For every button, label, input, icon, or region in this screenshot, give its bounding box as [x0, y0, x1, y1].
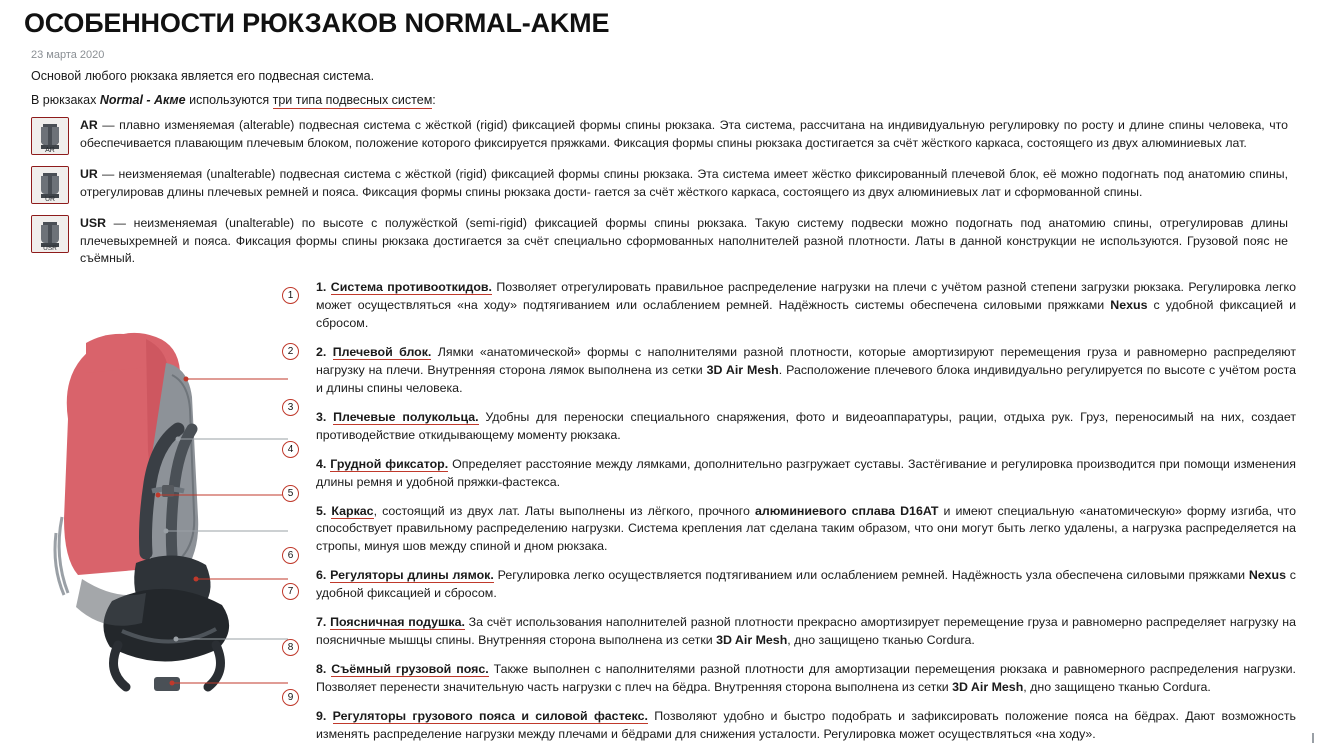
- feature-2-bold: 3D Air Mesh: [706, 362, 779, 377]
- intro-suffix: :: [432, 93, 436, 108]
- feature-7-title: Поясничная подушка.: [330, 615, 465, 630]
- feature-9-body: Позволяют удобно и быстро подобрать и зафиксировать положение пояса на бёдрах. Дают возможность изменять распределение нагрузки между плечами и бёдрами для снижения усталости. Регулировка может осуществляться «на ходу».: [316, 709, 1296, 742]
- feature-9-title: Регуляторы грузового пояса и силовой фастекс.: [332, 709, 648, 724]
- feature-4-title: Грудной фиксатор.: [330, 456, 449, 471]
- feature-7-bold: 3D Air Mesh: [716, 633, 788, 648]
- feature-6-body2: с удобной фиксацией и сбросом.: [316, 568, 1296, 601]
- intro-line-2: [31, 91, 1306, 109]
- feature-1-bold: Nexus: [1110, 297, 1148, 312]
- feature-2-body: Лямки «анатомической» формы с наполнителями разной плотности, которые амортизируют перемещения груза и равномерно распределяют нагрузку на плечи. Внутренняя сторона лямок выполнена из сетки: [316, 344, 1296, 377]
- callout-7: 7: [282, 583, 299, 600]
- feature-4-num: 4.: [316, 456, 327, 471]
- system-row-ar: [31, 117, 1306, 155]
- feature-item-8: [316, 661, 1296, 697]
- article-page: [0, 8, 1324, 743]
- system-code-ur: UR: [80, 167, 98, 182]
- feature-6-body: Регулировка легко осуществляется подтягиванием или ослаблением ремней. Надёжность узла обеспечена силовыми пряжками: [493, 568, 1249, 583]
- feature-item-5: [316, 503, 1296, 557]
- feature-item-4: [316, 456, 1296, 492]
- feature-6-num: 6.: [316, 568, 327, 583]
- backpack-figure: [26, 279, 306, 719]
- feature-item-3: [316, 409, 1296, 445]
- svg-text:AR: AR: [45, 147, 55, 155]
- feature-5-body2: и имеют специальную «анатомическую» форму изгиба, что способствует правильному распределению нагрузки. Система крепления лат сделана таким образом, что они могут быть легко удалены, а нагрузка распределяется на стропы, минуя шов между спиной и дном рюкзака.: [316, 503, 1296, 554]
- backpack-usr-icon: [31, 215, 69, 253]
- feature-2-num: 2.: [316, 344, 327, 359]
- page-title: ОСОБЕННОСТИ РЮКЗАКОВ NORMAL-AKME: [24, 8, 610, 38]
- callout-markers: [26, 279, 306, 719]
- callout-4: 4: [282, 441, 299, 458]
- callout-1: 1: [282, 287, 299, 304]
- callout-2: 2: [282, 343, 299, 360]
- feature-3-num: 3.: [316, 409, 327, 424]
- backpack-ar-icon: [31, 117, 69, 155]
- system-row-ur: [31, 166, 1306, 204]
- feature-4-body: Определяет расстояние между лямками, дополнительно разгружает суставы. Застёгивание и регулировка производится при помощи изменения длины ремня и удобной пряжки-фастекса.: [316, 456, 1296, 489]
- feature-item-1: [316, 279, 1296, 333]
- feature-6-title: Регуляторы длины лямок.: [330, 568, 494, 583]
- feature-5-num: 5.: [316, 503, 327, 518]
- system-description-usr: [80, 215, 1288, 267]
- feature-8-bold: 3D Air Mesh: [952, 680, 1024, 695]
- feature-5-title: Каркас: [331, 503, 374, 518]
- feature-1-title: Система противооткидов.: [330, 279, 492, 294]
- suspension-systems-list: [18, 117, 1306, 267]
- system-body-usr: — неизменяемая (unalterable) по высоте с полужёсткой (semi-rigid) фиксацией формы спины рюкзака. Такую систему подвески можно подогнать под анатомию спины, отрегулировав длины плечевыхремней и пояса. Фиксация формы спины рюкзака достигается за счёт специально сформованных наполнителей разной плотности. Латы в данной конструкции не используются. Грузовой пояс не съёмный.: [80, 216, 1288, 266]
- feature-2-body2: . Расположение плечевого блока индивидуально регулируется по высоте с учётом роста и длины спины человека.: [316, 362, 1297, 395]
- system-body-ar: — плавно изменяемая (alterable) подвесная система с жёсткой (rigid) фиксацией формы спины рюкзака. Эта система, рассчитана на индивидуальную регулировку по росту и длине спины человека, что обеспечивается плавающим плечевым блоком, положение которого фиксируется пряжками. Фиксация формы спины рюкзака достигается за счёт жёсткого каркаса, состоящего из двух алюминиевых лат.: [80, 118, 1288, 150]
- feature-1-body2: с удобной фиксацией и сбросом.: [316, 297, 1297, 330]
- backpack-ur-icon: [31, 166, 69, 204]
- feature-1-body: Позволяет отрегулировать правильное распределение нагрузки на плечи с учётом разной степени загрузки рюкзака. Регулировка легко может осуществляться «на ходу» подтягиванием или ослаблением ремней. Надёжность системы обеспечена силовыми пряжками: [316, 279, 1296, 312]
- callout-6: 6: [282, 547, 299, 564]
- feature-8-num: 8.: [316, 662, 327, 677]
- feature-5-body: , состоящий из двух лат. Латы выполнены из лёгкого, прочного: [373, 503, 755, 518]
- feature-5-bold: алюминиевого сплава D16AT: [754, 503, 939, 518]
- svg-text:UR: UR: [44, 196, 56, 204]
- content-area: [18, 279, 1306, 743]
- callout-8: 8: [282, 639, 299, 656]
- feature-list: [306, 279, 1306, 743]
- callout-5: 5: [282, 485, 299, 502]
- feature-6-bold: Nexus: [1248, 568, 1287, 583]
- system-code-usr: USR: [80, 216, 106, 231]
- feature-item-7: [316, 614, 1296, 650]
- system-code-ar: AR: [80, 118, 98, 133]
- callout-9: 9: [282, 689, 299, 706]
- feature-3-title: Плечевые полукольца.: [333, 409, 479, 424]
- system-description-ur: [80, 166, 1288, 201]
- callout-3: 3: [282, 399, 299, 416]
- system-row-usr: [31, 215, 1306, 267]
- feature-7-body: За счёт использования наполнителей разной плотности прекрасно амортизирует перемещение груза и равномерно распределяет нагрузку на поясничные мышцы спины. Внутренняя сторона выполнена из сетки: [316, 615, 1296, 648]
- system-description-ar: [80, 117, 1288, 152]
- feature-8-body: Также выполнен с наполнителями разной плотности для амортизации перемещения рюкзака и равномерного распределения нагрузки. Позволяет перенести значительную часть нагрузки с плеч на бёдра. Внутренняя сторона выполнена из сетки: [316, 662, 1296, 695]
- feature-1-num: 1.: [316, 279, 327, 294]
- intro-prefix: В рюкзаках: [31, 93, 100, 108]
- feature-item-6: [316, 567, 1296, 603]
- feature-3-body: Удобны для переноски специального снаряжения, фото и видеоаппаратуры, рации, отдыха рук. Груз, переносимый на них, создает противодействие откидывающему моменту рюкзака.: [316, 409, 1296, 442]
- feature-7-body2: , дно защищено тканью Cordura.: [787, 633, 975, 648]
- feature-9-num: 9.: [316, 709, 327, 724]
- intro-link[interactable]: три типа подвесных систем: [272, 93, 433, 108]
- feature-7-num: 7.: [316, 615, 327, 630]
- feature-8-title: Съёмный грузовой пояс.: [331, 662, 489, 677]
- brand-name: Normal - Акме: [99, 93, 186, 108]
- feature-8-body2: , дно защищено тканью Cordura.: [1023, 680, 1211, 695]
- feature-item-9: [316, 708, 1296, 743]
- feature-2-title: Плечевой блок.: [332, 344, 432, 359]
- intro-mid: используются: [185, 93, 273, 108]
- intro-line-1: Основой любого рюкзака является его подвесная система.: [31, 69, 375, 84]
- publish-date: 23 марта 2020: [31, 49, 105, 62]
- system-body-ur: — неизменяемая (unalterable) подвесная система с жёсткой (rigid) фиксацией формы спины рюкзака. Эта система имеет жёстко фиксированный плечевой блок, её можно подогнать под анатомию спины, отрегулировав длины плечевых ремней и пояса. Фиксация формы спины рюкзака дости- гается за счёт жёсткого каркаса, состоящего из двух алюминиевых лат и сформованной спины.: [80, 167, 1288, 199]
- feature-item-2: [316, 344, 1296, 398]
- svg-text:USR: USR: [43, 245, 57, 253]
- resize-corner-icon[interactable]: [1302, 733, 1314, 743]
